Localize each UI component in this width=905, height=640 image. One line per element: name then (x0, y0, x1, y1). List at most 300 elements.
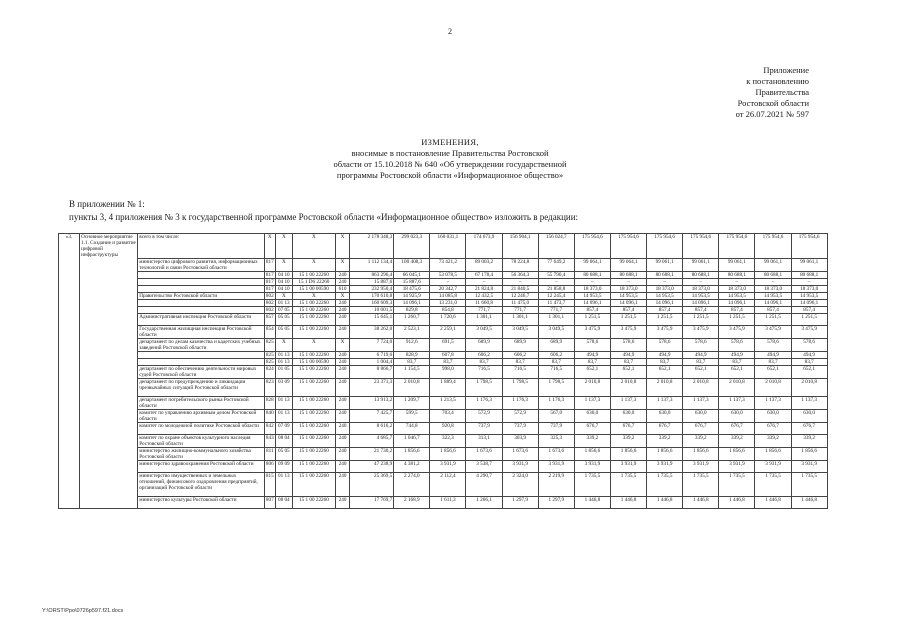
code-cell-c2: 07 05 (275, 306, 292, 313)
amount-cell: 676,7 (791, 422, 827, 434)
amount-cell: 67 178,4 (466, 271, 502, 278)
code-cell-c2: 01 13 (275, 351, 292, 358)
code-cell-c4: Х (336, 292, 350, 299)
amount-cell: 771,7 (538, 306, 574, 313)
amount-cell: 494,9 (791, 351, 827, 358)
table-row (59, 271, 864, 278)
amount-cell: 99 064,1 (610, 258, 646, 271)
amount-cell: 578,6 (574, 338, 610, 351)
amount-cell: 494,9 (647, 351, 683, 358)
amount-cell: 53 078,5 (430, 271, 466, 278)
amount-cell: 1 251,5 (755, 313, 791, 325)
amount-cell: 1 301,1 (502, 313, 538, 325)
amount-cell: 630,0 (791, 409, 827, 422)
amount-cell: 1 856,6 (791, 447, 827, 460)
amount-cell: 14 096,1 (610, 299, 646, 306)
amount-cell: 14 096,1 (791, 299, 827, 306)
code-cell-c2: 05 05 (275, 313, 292, 325)
amount-cell: 3 049,5 (466, 325, 502, 338)
amount-cell: 771,7 (502, 306, 538, 313)
activity-cell (80, 447, 138, 460)
item-number-cell (59, 325, 80, 338)
amount-cell: 21 840,5 (502, 285, 538, 292)
amount-cell: 15 645,1 (350, 313, 394, 325)
amount-cell: 3 931,9 (755, 460, 791, 472)
amount-cell: 2 010,8 (719, 378, 755, 396)
activity-cell (80, 306, 138, 313)
amount-cell: 339,2 (574, 434, 610, 447)
amount-cell: 21 730,2 (350, 447, 394, 460)
amount-cell: 14 096,1 (574, 299, 610, 306)
amount-cell: 630,0 (755, 409, 791, 422)
amount-cell: 3 931,9 (791, 460, 827, 472)
amount-cell: 676,7 (719, 422, 755, 434)
amount-cell: 12 245,4 (538, 292, 574, 299)
amount-cell: 18 373,0 (791, 285, 827, 292)
item-number-cell (59, 313, 80, 325)
amount-cell: 1 735,5 (610, 472, 646, 496)
amount-cell: 3 475,9 (791, 325, 827, 338)
amount-cell: 630,0 (719, 409, 755, 422)
amount-cell: 2 010,8 (394, 378, 430, 396)
amount-cell: 606,2 (538, 351, 574, 358)
amount-cell: 303,9 (502, 434, 538, 447)
amount-cell: 3 931,9 (574, 460, 610, 472)
code-cell-c2: 05 05 (275, 447, 292, 460)
item-number-cell (59, 472, 80, 496)
amount-cell: 175 954,6 (574, 234, 610, 259)
code-cell-c2: 01 13 (275, 409, 292, 422)
executor-cell (138, 306, 264, 313)
amount-cell: 578,6 (719, 338, 755, 351)
amount-cell: 3 049,5 (502, 325, 538, 338)
amount-cell: 1 446,8 (610, 496, 646, 508)
executor-cell: всего в том числе: (138, 234, 264, 259)
activity-cell (80, 378, 138, 396)
table-row (59, 285, 864, 292)
activity-cell (80, 434, 138, 447)
amount-cell: 1 137,3 (719, 396, 755, 409)
amount-cell: 25 369,5 (350, 472, 394, 496)
code-cell-c2: 01 13 (275, 358, 292, 365)
code-cell-c1: 802 (265, 299, 274, 306)
item-number-cell (59, 292, 80, 299)
amount-cell: 2 168,9 (394, 496, 430, 508)
amount-cell: 998,0 (430, 365, 466, 378)
code-cell-c1: 854 (264, 325, 275, 338)
amount-cell: 18 475,6 (394, 285, 430, 292)
amount-cell: 11 660,8 (466, 299, 502, 306)
amount-cell: 339,2 (610, 434, 646, 447)
amount-cell: 1 137,3 (574, 396, 610, 409)
amount-cell: 14 953,5 (791, 292, 827, 299)
activity-cell (80, 285, 138, 292)
table-row (59, 234, 864, 259)
activity-cell (80, 351, 138, 358)
activity-cell: Основное мероприятие 1.1. Создание и развитие цифровой инфраструктуры (81, 234, 136, 258)
amount-cell: 494,9 (610, 351, 646, 358)
amount-cell: – (683, 278, 719, 285)
item-number-cell (59, 422, 80, 434)
amount-cell: 15 887,6 (350, 278, 394, 285)
amount-cell: 771,7 (466, 306, 502, 313)
amount-cell: 14 096,1 (647, 299, 683, 306)
amount-cell: 14 096,1 (719, 299, 755, 306)
amount-cell: 1 798,5 (538, 378, 574, 396)
amount-cell: 863 296,4 (350, 271, 394, 278)
amount-cell: 3 475,9 (574, 325, 610, 338)
amount-cell: 1 137,3 (755, 396, 791, 409)
code-cell-c4: 240 (336, 271, 350, 278)
item-number-cell (59, 378, 80, 396)
code-cell-c2: Х (275, 292, 292, 299)
activity-cell (80, 258, 138, 271)
code-cell-c1: 817 (265, 271, 274, 278)
executor-cell: министерство жилищно-коммунального хозяйства Ростовской области (138, 447, 264, 460)
amount-cell: 80 688,1 (647, 271, 683, 278)
code-cell-c2: 04 10 (275, 285, 292, 292)
amount-cell: 175 954,6 (719, 234, 755, 259)
amount-cell: 854,8 (430, 306, 466, 313)
amount-cell: 691,5 (430, 338, 466, 351)
amount-cell: 83,7 (574, 358, 610, 365)
amount-cell: 578,6 (683, 338, 719, 351)
executor-cell (138, 299, 264, 306)
table-row (59, 460, 864, 472)
code-cell-c1: 802 (265, 306, 274, 313)
amount-cell: 1 611,3 (430, 496, 466, 508)
amount-cell: 18 373,0 (647, 285, 683, 292)
item-number-cell (59, 409, 80, 422)
amount-cell: 1 856,6 (394, 447, 430, 460)
file-path-footer: Y:\ORST\Ppo\0726p597.f21.docx (42, 608, 124, 614)
amount-cell: 630,0 (574, 409, 610, 422)
amount-cell: 1 251,5 (647, 313, 683, 325)
intro-line-1: В приложении № 1: (69, 199, 145, 209)
amount-cell: 1 137,3 (791, 396, 827, 409)
item-number-cell (59, 460, 80, 472)
amount-cell: 232 950,4 (350, 285, 394, 292)
table-row (59, 447, 864, 460)
appendix-line-2: к постановлению (746, 76, 809, 86)
amount-cell: 857,4 (683, 306, 719, 313)
code-cell-c4: 240 (336, 325, 350, 338)
amount-cell: 567,0 (538, 409, 574, 422)
amount-cell: 2 324,0 (502, 472, 538, 496)
code-cell-c3: 15 1 D6 22260 (292, 278, 335, 285)
code-cell-c4: 240 (336, 460, 350, 472)
amount-cell: 1 137,3 (683, 396, 719, 409)
amount-cell: 1 004,4 (350, 358, 394, 365)
amount-cell: 80 688,1 (610, 271, 646, 278)
amount-cell: 920,8 (430, 422, 466, 434)
amount-cell: 578,6 (610, 338, 646, 351)
code-cell-c3: Х (292, 258, 335, 271)
code-cell-c3: 15 1 00 22260 (292, 306, 335, 313)
amount-cell: 17 769,7 (350, 496, 394, 508)
item-number-cell (59, 271, 80, 278)
table-row (59, 313, 864, 325)
executor-cell (138, 271, 264, 278)
amount-cell: – (719, 278, 755, 285)
amount-cell: – (430, 278, 466, 285)
table-row (59, 365, 864, 378)
amount-cell: 23 371,3 (350, 378, 394, 396)
code-cell-c4: 240 (336, 313, 350, 325)
amount-cell: 912,6 (394, 338, 430, 351)
executor-cell: министерство цифрового развития, информационных технологий и связи Ростовской области (138, 258, 264, 271)
amount-cell: 2 010,8 (683, 378, 719, 396)
code-cell-c4: 240 (336, 434, 350, 447)
code-cell-c1: 857 (264, 313, 275, 325)
activity-cell (80, 396, 138, 409)
code-cell-c3: 15 1 00 22260 (292, 422, 335, 434)
amount-cell: 578,6 (791, 338, 827, 351)
activity-cell (80, 278, 138, 285)
amount-cell: 1 798,5 (502, 378, 538, 396)
amount-cell: 737,9 (538, 422, 574, 434)
amount-cell: 1 735,5 (791, 472, 827, 496)
code-cell-c3: 15 1 00 22260 (292, 460, 335, 472)
table-row (59, 306, 864, 313)
amount-cell: 7 425,7 (350, 409, 394, 422)
amount-cell: 1 889,4 (430, 378, 466, 396)
amount-cell: 99 061,1 (647, 258, 683, 271)
amount-cell: 1 856,6 (719, 447, 755, 460)
amount-cell: 1 260,7 (394, 313, 430, 325)
amount-cell: 13 913,2 (350, 396, 394, 409)
amount-cell: 4 685,7 (350, 434, 394, 447)
amount-cell: 14 953,5 (610, 292, 646, 299)
amount-cell: 3 475,9 (683, 325, 719, 338)
code-cell-c4: 240 (336, 447, 350, 460)
amount-cell: 14 085,8 (430, 292, 466, 299)
amount-cell: 1 446,8 (683, 496, 719, 508)
amount-cell: 175 954,6 (791, 234, 827, 259)
code-cell-c2: Х (275, 258, 292, 271)
amount-cell: – (538, 278, 574, 285)
amount-cell: – (647, 278, 683, 285)
amount-cell: 21 858,8 (538, 285, 574, 292)
amount-cell: 313,1 (466, 434, 502, 447)
table-row (59, 351, 864, 358)
amount-cell: 676,7 (574, 422, 610, 434)
amount-cell: 1 154,5 (394, 365, 430, 378)
amount-cell: 1 176,3 (502, 396, 538, 409)
amount-cell: 857,4 (791, 306, 827, 313)
code-cell-c1: 806 (264, 460, 275, 472)
amount-cell: 83,7 (791, 358, 827, 365)
amount-cell: 47 238,9 (350, 460, 394, 472)
activity-cell (80, 496, 138, 508)
amount-cell: 3 931,9 (538, 460, 574, 472)
code-cell-c4: 240 (336, 472, 350, 496)
code-cell-c3: 15 1 00 22260 (292, 409, 335, 422)
amount-cell: 1 673,6 (538, 447, 574, 460)
amount-cell: 3 931,9 (430, 460, 466, 472)
amount-cell: 339,2 (719, 434, 755, 447)
activity-cell (80, 313, 138, 325)
item-number-cell (59, 285, 80, 292)
amount-cell: – (755, 278, 791, 285)
amount-cell: 1 176,3 (538, 396, 574, 409)
amount-cell: 857,4 (719, 306, 755, 313)
amount-cell: 652,1 (574, 365, 610, 378)
table-row (59, 409, 864, 422)
executor-cell: Государственная жилищная инспекция Ростовской области (138, 325, 264, 338)
code-cell-c2: 04 10 (275, 271, 292, 278)
amount-cell: 156 904,1 (502, 234, 538, 259)
table-row (59, 292, 864, 299)
activity-cell (80, 472, 138, 496)
executor-cell: Административная инспекция Ростовской области (138, 313, 264, 325)
amount-cell: 175 954,6 (755, 234, 791, 259)
code-cell-c1: 817 (265, 285, 274, 292)
amount-cell: 13 231,0 (430, 299, 466, 306)
code-cell-c4: Х (336, 234, 350, 259)
amount-cell: 676,7 (647, 422, 683, 434)
activity-cell (80, 365, 138, 378)
amount-cell: 80 688,1 (683, 271, 719, 278)
amount-cell: 12 246,7 (502, 292, 538, 299)
amount-cell: 2 010,8 (755, 378, 791, 396)
amount-cell: 160 031,1 (430, 234, 466, 259)
amount-cell: 322,3 (430, 434, 466, 447)
amount-cell: 1 251,5 (610, 313, 646, 325)
amount-cell: – (502, 278, 538, 285)
amount-cell: 325,3 (538, 434, 574, 447)
page-number: 2 (448, 27, 452, 36)
amount-cell: 1 266,1 (466, 496, 502, 508)
amount-cell: 652,1 (755, 365, 791, 378)
amount-cell: 339,2 (647, 434, 683, 447)
amount-cell: 857,4 (755, 306, 791, 313)
amount-cell: 744,8 (394, 422, 430, 434)
code-cell-c3: 15 1 00 22260 (292, 378, 335, 396)
amount-cell: – (574, 278, 610, 285)
amount-cell: – (466, 278, 502, 285)
code-cell-c2: 03 09 (275, 378, 292, 396)
amount-cell: 11 473,7 (538, 299, 574, 306)
table-row (59, 358, 864, 365)
amount-cell: 175 954,6 (610, 234, 646, 259)
amount-cell: 175 954,6 (647, 234, 683, 259)
amount-cell: 339,2 (683, 434, 719, 447)
amount-cell: 652,1 (610, 365, 646, 378)
table-row (59, 278, 864, 285)
code-cell-c3: 15 1 00 22260 (292, 351, 335, 358)
code-cell-c4: 240 (336, 422, 350, 434)
executor-cell (138, 358, 264, 365)
amount-cell: 1 112 134,4 (350, 258, 394, 271)
amount-cell: 857,4 (610, 306, 646, 313)
amount-cell: 83,7 (394, 358, 430, 365)
table-row (59, 325, 864, 338)
amount-cell: 630,0 (610, 409, 646, 422)
amount-cell: 630,0 (683, 409, 719, 422)
code-cell-c4: 240 (336, 278, 350, 285)
amount-cell: 2 274,0 (394, 472, 430, 496)
amount-cell: 689,9 (502, 338, 538, 351)
amount-cell: 3 475,9 (719, 325, 755, 338)
amount-cell: 18 373,0 (610, 285, 646, 292)
amount-cell: 18 373,0 (755, 285, 791, 292)
code-cell-c2: 07 09 (275, 422, 292, 434)
table-row (59, 258, 864, 271)
code-cell-c1: 840 (264, 409, 275, 422)
amount-cell: 3 931,9 (647, 460, 683, 472)
amount-cell: 1 046,7 (394, 434, 430, 447)
code-cell-c3: 15 1 00 22260 (292, 299, 335, 306)
amount-cell: 1 297,9 (538, 496, 574, 508)
amount-cell: 99 061,1 (755, 258, 791, 271)
code-cell-c1: 823 (264, 378, 275, 396)
amount-cell: 2 010,8 (647, 378, 683, 396)
amount-cell: 578,6 (647, 338, 683, 351)
item-number-cell (59, 278, 80, 285)
amount-cell: 78 224,8 (502, 258, 538, 271)
amount-cell: 1 251,5 (574, 313, 610, 325)
code-cell-c3: 15 1 00 22260 (292, 365, 335, 378)
executor-cell: комитет по охране объектов культурного наследия Ростовской области (138, 434, 264, 447)
amount-cell: 1 137,3 (610, 396, 646, 409)
amount-cell: 14 953,5 (719, 292, 755, 299)
amount-cell: 1 735,5 (755, 472, 791, 496)
amount-cell: 606,2 (502, 351, 538, 358)
item-number-cell (59, 258, 80, 271)
amount-cell: 1 856,6 (647, 447, 683, 460)
appendix-line-5: от 26.07.2021 № 597 (735, 109, 809, 119)
amount-cell: 1 251,5 (719, 313, 755, 325)
amount-cell: 83,7 (502, 358, 538, 365)
code-cell-c1: 828 (264, 396, 275, 409)
amount-cell: 160 609,3 (350, 299, 394, 306)
activity-cell (80, 271, 138, 278)
item-number-cell (59, 447, 80, 460)
amount-cell: 1 735,5 (683, 472, 719, 496)
code-cell-c1: 817 (265, 278, 274, 285)
amount-cell: 1 856,6 (430, 447, 466, 460)
amount-cell: 1 446,8 (719, 496, 755, 508)
code-cell-c2: 01 13 (275, 299, 292, 306)
amount-cell: 14 096,1 (394, 299, 430, 306)
activity-cell (80, 299, 138, 306)
amount-cell: 4 381,2 (394, 460, 430, 472)
appendix-line-3: Правительства (755, 87, 809, 97)
amount-cell: 99 061,1 (719, 258, 755, 271)
amount-cell: 66 045,1 (394, 271, 430, 278)
amount-cell: 3 538,7 (466, 460, 502, 472)
table-row (59, 338, 864, 351)
amount-cell: 689,9 (466, 338, 502, 351)
executor-cell (138, 351, 264, 358)
amount-cell: 572,9 (466, 409, 502, 422)
amount-cell: 38 262,0 (350, 325, 394, 338)
amount-cell: 14 953,5 (647, 292, 683, 299)
amount-cell: 6 719,6 (350, 351, 394, 358)
code-cell-c2: Х (275, 338, 292, 351)
item-number-cell (59, 434, 80, 447)
amount-cell: 1 673,6 (466, 447, 502, 460)
amount-cell: 676,7 (610, 422, 646, 434)
activity-cell (80, 460, 138, 472)
amount-cell: 652,1 (683, 365, 719, 378)
amount-cell: 606,2 (466, 351, 502, 358)
executor-cell: комитет по управлению архивным делом Ростовской области (138, 409, 264, 422)
executor-cell: министерство имущественных и земельных отношений, финансового оздоровления предприятий, организаций Ростовской области (138, 472, 264, 496)
code-cell-c2: 04 10 (275, 278, 292, 285)
amount-cell: 494,9 (755, 351, 791, 358)
